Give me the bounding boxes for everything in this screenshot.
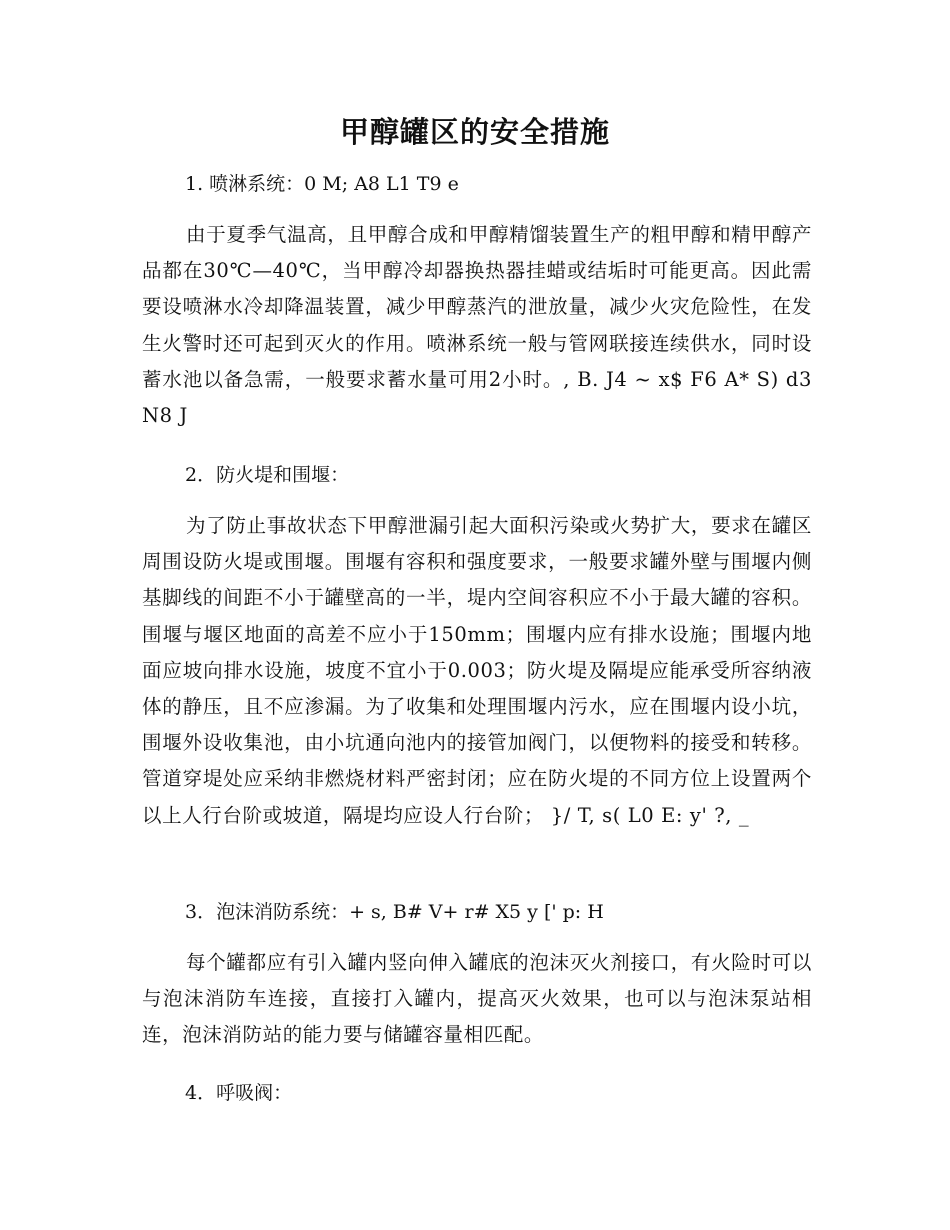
- page-title: 甲醇罐区的安全措施: [339, 115, 610, 149]
- section-1-heading: 1. 喷淋系统：0 M; A8 L1 T9 e: [185, 173, 459, 195]
- section-2-heading: 2．防火堤和围堰：: [185, 464, 350, 486]
- section-1-paragraph: 由于夏季气温高，且甲醇合成和甲醇精馏装置生产的粗甲醇和精甲醇产品都在30℃—40℃，当甲醇冷却器换热器挂蜡或结垢时可能更高。因此需要设喷淋水冷却降温装置，减少甲醇蒸汽的泄放量，减少火灾危险性，在发生火警时还可起到灭火的作用。喷淋系统一般与管网联接连续供水，同时设蓄水池以备急需，一般要求蓄水量可用2小时。, B. J4 ~ x$ F6 A* S) d3 N8 J: [142, 223, 812, 428]
- section-3-heading: 3．泡沫消防系统：+ s, B# V+ r# X5 y [' p: H: [185, 901, 604, 923]
- section-4-heading: 4．呼吸阀：: [185, 1082, 293, 1104]
- section-3-paragraph: 每个罐都应有引入罐内竖向伸入罐底的泡沫灭火剂接口，有火险时可以与泡沫消防车连接，直接打入罐内，提高灭火效果，也可以与泡沫泵站相连，泡沫消防站的能力要与储罐容量相匹配。: [142, 951, 812, 1047]
- section-2-paragraph: 为了防止事故状态下甲醇泄漏引起大面积污染或火势扩大，要求在罐区周围设防火堤或围堰。围堰有容积和强度要求，一般要求罐外壁与围堰内侧基脚线的间距不小于罐壁高的一半，堤内空间容积应不小于最大罐的容积。围堰与堰区地面的高差不应小于150mm；围堰内应有排水设施；围堰内地面应坡向排水设施，坡度不宜小于0.003；防火堤及隔堤应能承受所容纳液体的静压，且不应渗漏。为了收集和处理围堰内污水，应在围堰内设小坑，围堰外设收集池，由小坑通向池内的接管加阀门，以便物料的接受和转移。管道穿堤处应采纳非燃烧材料严密封闭；应在防火堤的不同方位上设置两个以上人行台阶或坡道，隔堤均应设人行台阶； }/ T, s( L0 E: y' ?, _: [142, 514, 812, 827]
